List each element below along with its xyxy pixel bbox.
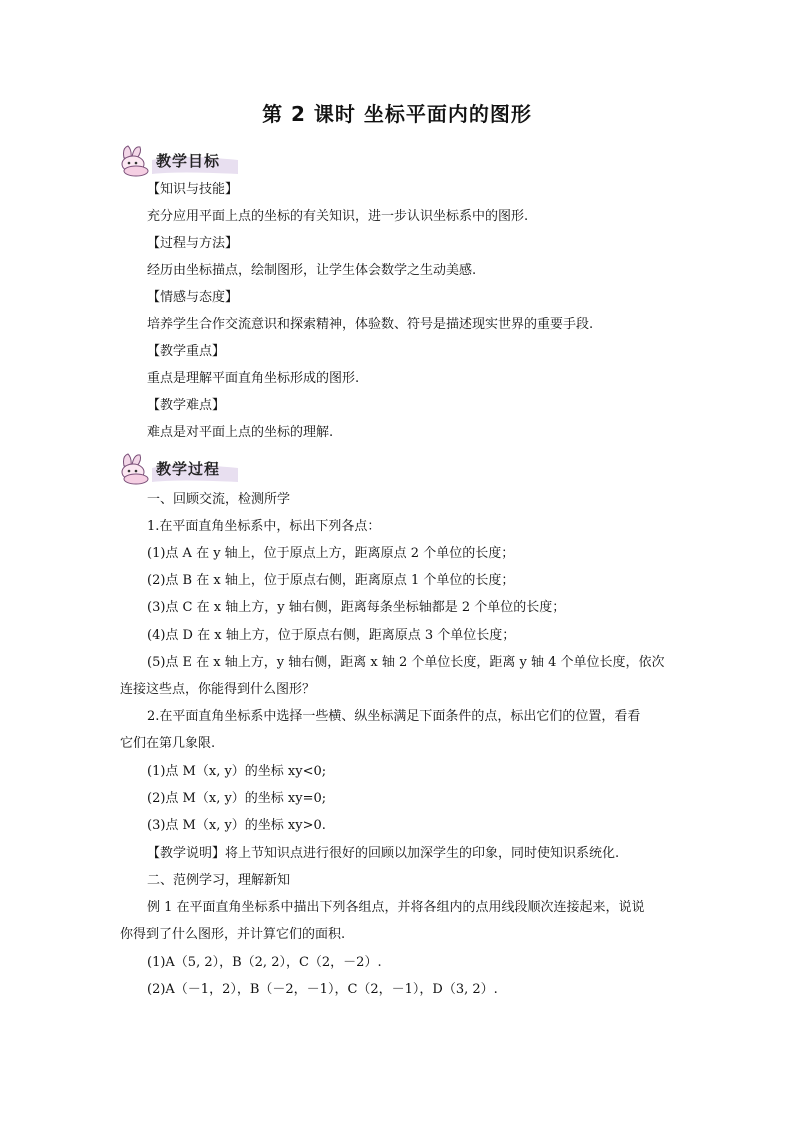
question1-item2: (2)点 B 在 x 轴上，位于原点右侧，距离原点 1 个单位的长度； xyxy=(147,573,515,588)
difficult-point-heading: 【教学难点】 xyxy=(147,398,226,413)
question1-item5: (5)点 E 在 x 轴上方，y 轴右侧，距离 x 轴 2 个单位长度，距离 y 轴 4 个单位长度，依次 xyxy=(147,655,665,670)
knowledge-heading: 【知识与技能】 xyxy=(147,182,239,197)
method-text: 经历由坐标描点，绘制图形，让学生体会数学之生动美感. xyxy=(147,263,477,278)
question1-item5-cont: 连接这些点，你能得到什么图形？ xyxy=(120,682,316,697)
emotion-text: 培养学生合作交流意识和探索精神，体验数、符号是描述现实世界的重要手段. xyxy=(147,317,594,332)
question2: 2.在平面直角坐标系中选择一些横、纵坐标满足下面条件的点，标出它们的位置，看看 xyxy=(147,709,641,724)
page-title: 第 2 课时 坐标平面内的图形 xyxy=(262,102,532,126)
part1-heading: 一、回顾交流，检测所学 xyxy=(147,492,291,507)
question2-item2: (2)点 M（x, y）的坐标 xy=0; xyxy=(147,791,327,806)
question1-item3: (3)点 C 在 x 轴上方，y 轴右侧，距离每条坐标轴都是 2 个单位的长度； xyxy=(147,600,566,615)
question1-item1: (1)点 A 在 y 轴上，位于原点上方，距离原点 2 个单位的长度； xyxy=(147,546,515,561)
question1: 1.在平面直角坐标系中，标出下列各点： xyxy=(147,519,381,534)
part2-heading: 二、范例学习，理解新知 xyxy=(147,873,291,888)
difficult-point-text: 难点是对平面上点的坐标的理解. xyxy=(147,425,334,440)
section-title-process: 教学过程 xyxy=(156,460,221,478)
example1-item1: (1)A（5, 2），B（2, 2），C（2，－2）. xyxy=(147,955,382,970)
teaching-note: 【教学说明】将上节知识点进行很好的回顾以加深学生的印象，同时使知识系统化. xyxy=(147,846,620,861)
example1: 例 1 在平面直角坐标系中描出下列各组点，并将各组内的点用线段顺次连接起来，说说 xyxy=(147,900,645,915)
example1-cont: 你得到了什么图形，并计算它们的面积. xyxy=(120,927,346,942)
example1-item2: (2)A（－1，2），B（－2，－1），C（2，－1），D（3, 2）. xyxy=(147,982,498,997)
section-title-goals: 教学目标 xyxy=(156,152,221,170)
key-point-heading: 【教学重点】 xyxy=(147,344,226,359)
question1-item4: (4)点 D 在 x 轴上方，位于原点右侧，距离原点 3 个单位长度； xyxy=(147,628,516,643)
key-point-text: 重点是理解平面直角坐标形成的图形. xyxy=(147,371,360,386)
method-heading: 【过程与方法】 xyxy=(147,236,239,251)
knowledge-text: 充分应用平面上点的坐标的有关知识，进一步认识坐标系中的图形. xyxy=(147,209,529,224)
question2-item1: (1)点 M（x, y）的坐标 xy<0; xyxy=(147,764,327,779)
question2-cont: 它们在第几象限. xyxy=(120,736,216,751)
section-header-goals xyxy=(118,144,298,178)
section-header-process xyxy=(118,452,298,486)
question2-item3: (3)点 M（x, y）的坐标 xy>0. xyxy=(147,818,326,833)
emotion-heading: 【情感与态度】 xyxy=(147,290,239,305)
